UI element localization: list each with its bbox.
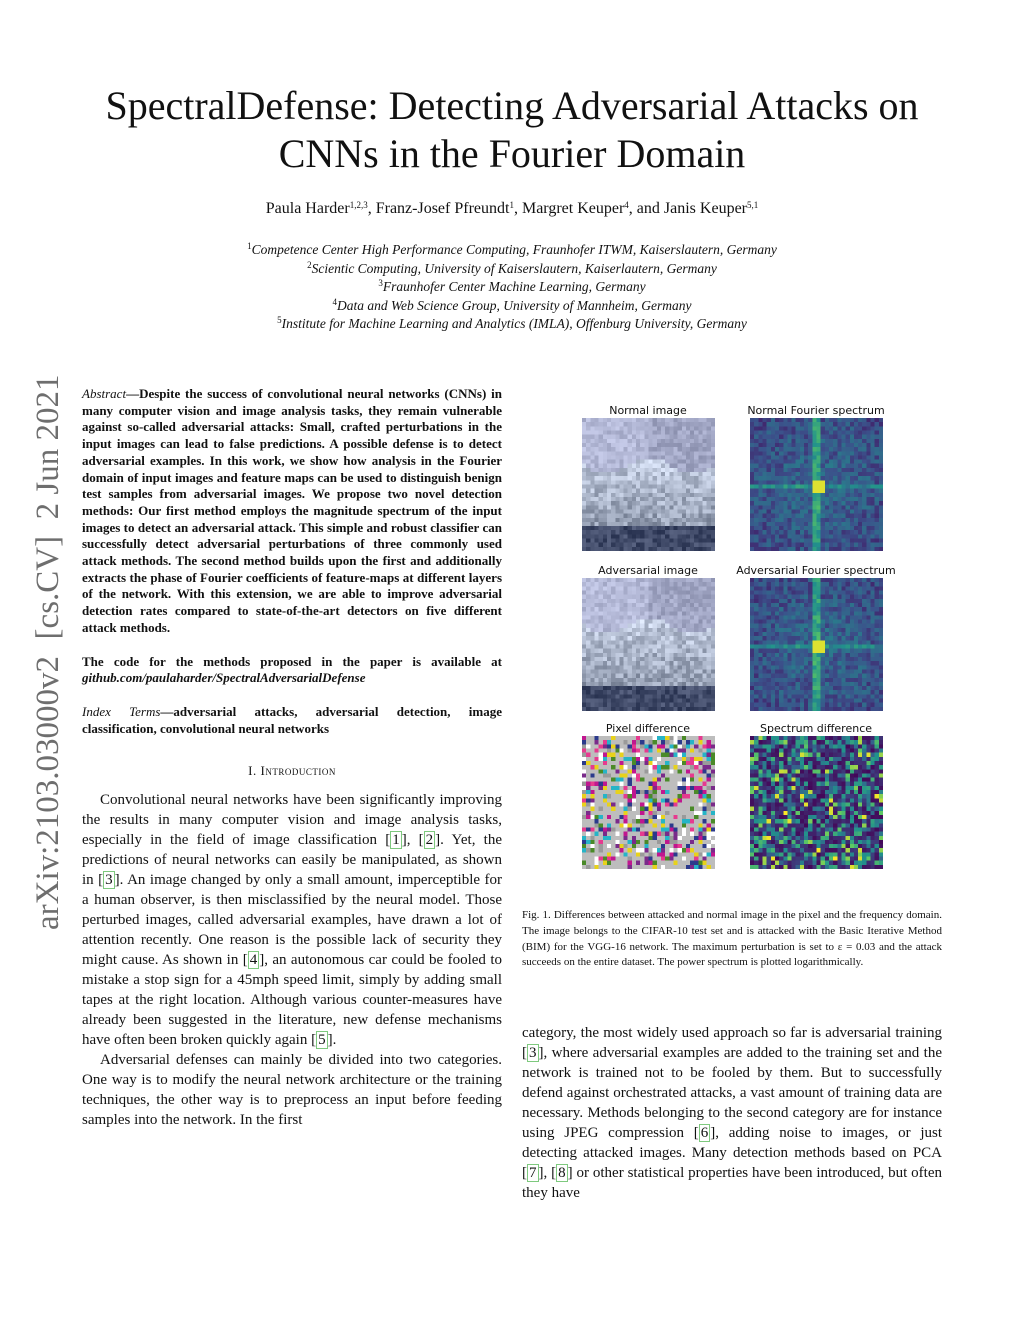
- figure-panel-label: Normal Fourier spectrum: [747, 404, 885, 417]
- code-note-text: The code for the methods proposed in the paper is available at: [82, 653, 502, 669]
- intro-paragraph-2: Adversarial defenses can mainly be divided into two categories. One way is to modify the neural network architecture or the training techniques, the other way is to preprocess an input before feeding samples into the network. In the first: [82, 1052, 502, 1129]
- section-number: I.: [248, 763, 257, 779]
- affiliation-text: Competence Center High Performance Computing, Fraunhofer ITWM, Kaiserslautern, Germany: [251, 242, 777, 257]
- affiliation: [60, 297, 964, 316]
- abstract-text: —Despite the success of convolutional neural networks (CNNs) in many computer vision and image analysis tasks, they remain vulnerable against so-called adversarial attacks: Small, crafted perturbations in the input images can lead to false predictions. A possible defense is to detect adversarial examples. In this work, we show how analysis in the Fourier domain of input images and feature maps can be used to distinguish benign test samples from adversarial images. We propose two novel detection methods: Our first method employs the magnitude spectrum of the input images to detect an adversarial attack. This simple and robust classifier can successfully detect adversarial perturbations of three commonly used attack methods. The second method builds upon the first and additionally extracts the phase of Fourier coefficients of feature-maps at different layers of the network. With this extension, we are able to improve adversarial detection rates compared to state-of-the-art detectors on five different attack methods.: [82, 386, 502, 635]
- affiliation-mark: 3: [378, 278, 383, 289]
- index-terms-label: Index Terms: [82, 703, 161, 719]
- figure-panel-label: Adversarial Fourier spectrum: [736, 564, 896, 577]
- affiliation-text: Fraunhofer Center Machine Learning, Germany: [382, 279, 646, 295]
- affiliation: [60, 315, 964, 334]
- right-column-paragraph: category, the most widely used approach so far is adversarial training [ 3 ], where adversarial examples are added to the training set and the network is trained not to be fooled by them. But to successfully defend against orchestrated attacks, a vast amount of training data are necessary. Methods belonging to the second category are for instance using JPEG compression [ 6 ], adding noise to images, or just detecting attacked images. Many detection methods based on PCA [ 7 ], [ 8 ] or other statistical properties have been introduced, but often they have: [522, 1025, 943, 1201]
- figure-panel-photo: [582, 418, 715, 551]
- arxiv-identifier: [28, 360, 68, 930]
- author-affiliation-mark: 1: [509, 200, 514, 210]
- citation-link[interactable]: 8: [558, 1165, 566, 1181]
- author-affiliation-mark: 1,2,3: [349, 200, 368, 210]
- citation-link[interactable]: 2: [425, 832, 434, 849]
- affiliation-mark: 2: [307, 259, 312, 270]
- affiliation-text: Institute for Machine Learning and Analytics (IMLA), Offenburg University, Germany: [281, 316, 747, 332]
- citation-link[interactable]: 4: [249, 952, 258, 969]
- figure-panel-label: Adversarial image: [598, 564, 698, 577]
- affiliation: [60, 260, 964, 279]
- intro-paragraph-1: Convolutional neural networks have been significantly improving the results in many computer vision and image analysis tasks, especially in the field of image classification [ 1 ], [ 2 ]. Yet, the predictions of neural networks can easily be manipulated, as shown in [ 3 ]. An image changed by only a small amount, imperceptible for a human observer, is then misclassified by the neural model. Those perturbed images, called adversarial examples, have drawn a lot of attention recently. One reason is the possible lack of security they might cause. As shown in [ 4 ], an autonomous car could be fooled to mistake a stop sign for a 45mph speed limit, simply by adding small tapes at the right location. Although various counter-measures have already been suggested in the literature, new defense mechanisms have often been broken quickly again [ 5 ].: [82, 792, 502, 1049]
- figure-panel-specdiff: [750, 736, 883, 869]
- author-list: Paula Harder$^{1,2,3}$, Franz-Josef Pfreundt$^1$, Margret Keuper$^4$, and Janis Keuper$^{5,1}$: [265, 200, 759, 217]
- figure-panel-photo: [582, 578, 715, 711]
- left-column: [82, 386, 502, 1130]
- affiliation-list: [60, 241, 964, 334]
- affiliation-text: Data and Web Science Group, University of Mannheim, Germany: [337, 297, 692, 313]
- figure-panel-label: Spectrum difference: [759, 722, 873, 735]
- citation-link[interactable]: 1: [392, 832, 400, 849]
- affiliation-mark: 4: [332, 296, 338, 307]
- author-affiliation-mark: 4: [624, 200, 629, 210]
- index-terms-text: —adversarial attacks, adversarial detection, image classification, convolutional neural networks: [82, 703, 502, 736]
- section-heading-introduction: [82, 763, 502, 780]
- citation-link[interactable]: 3: [105, 872, 113, 889]
- figure-panel-spectrum: [750, 418, 883, 551]
- abstract: [82, 386, 502, 637]
- figure-panel-spectrum: [750, 578, 883, 711]
- author-name: Franz-Josef Pfreundt: [375, 200, 510, 217]
- affiliation: [60, 278, 964, 297]
- author-name: Paula Harder: [265, 200, 350, 217]
- code-availability-note: [82, 654, 502, 687]
- author-name: Janis Keuper: [663, 200, 747, 217]
- code-link[interactable]: github.com/paulaharder/SpectralAdversarialDefense: [82, 670, 366, 686]
- introduction-body: [82, 790, 502, 1130]
- figure-panel-label: Pixel difference: [605, 722, 691, 735]
- citation-link[interactable]: 7: [529, 1165, 537, 1181]
- index-terms: [82, 704, 502, 737]
- figure-panel-pixeldiff: [582, 736, 715, 869]
- citation-link[interactable]: 5: [318, 1032, 326, 1049]
- section-title: Introduction: [260, 763, 336, 779]
- figure-1: [560, 398, 940, 878]
- affiliation-mark: 1: [247, 241, 252, 251]
- author-affiliation-mark: 5,1: [747, 200, 759, 210]
- abstract-label: Abstract: [82, 386, 127, 401]
- right-column: [522, 1023, 942, 1203]
- affiliation-mark: 5: [277, 315, 282, 326]
- figure-1-caption: Fig. 1. Differences between attacked and normal image in the pixel and the frequency domain. The image belongs to the CIFAR-10 test set and is attacked with the Basic Iterative Method (BIM) for the VGG-16 network. The maximum perturbation is set to ε = 0.03 and the attack succeeds on the entire dataset. The power spectrum is plotted logarithmically.: [522, 909, 942, 969]
- arxiv-identifier-text: arXiv:2103.03000v2 [cs.CV] 2 Jun 2021: [30, 374, 66, 930]
- figure-panel-label: Normal image: [609, 404, 687, 417]
- affiliation: [60, 241, 964, 260]
- citation-link[interactable]: 3: [529, 1045, 537, 1061]
- citation-link[interactable]: 6: [700, 1125, 709, 1141]
- affiliation-text: Scientic Computing, University of Kaiserslautern, Kaiserlautern, Germany: [311, 260, 717, 276]
- paper-title: SpectralDefense: Detecting Adversarial Attacks on CNNs in the Fourier Domain: [105, 83, 919, 176]
- author-name: Margret Keuper: [521, 200, 625, 217]
